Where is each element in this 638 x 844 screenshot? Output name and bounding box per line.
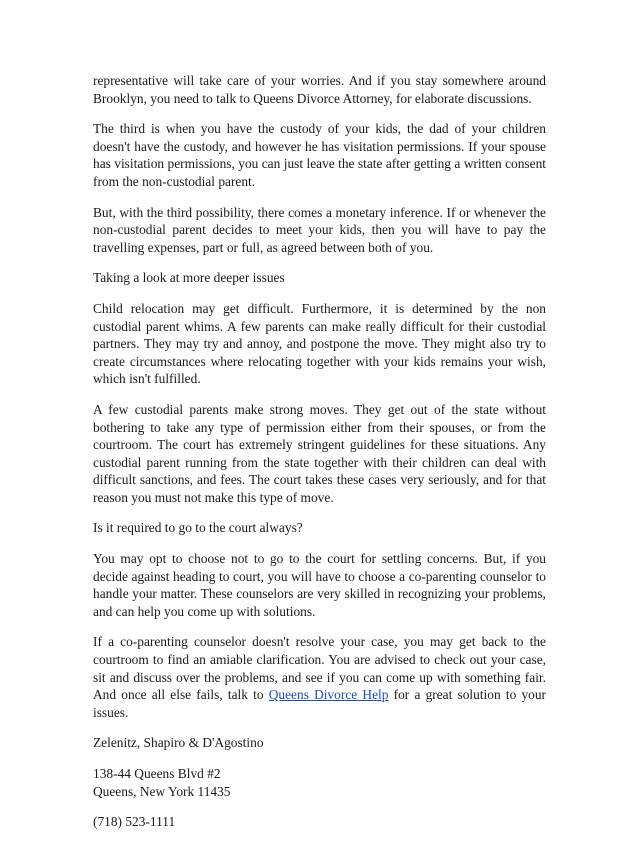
- paragraph-relocation: Child relocation may get difficult. Furthermore, it is determined by the non custodial parent whims. A few parents can make really difficult for their custodial partners. They may try and annoy, and postpone the move. They might also try to create circumstances where relocating together with your kids remains your wish, which isn't fulfilled.: [93, 300, 546, 387]
- paragraph-final: [93, 633, 546, 721]
- section-heading-court: Is it required to go to the court always?: [93, 520, 303, 536]
- phone-number: (718) 523-1111: [93, 814, 176, 830]
- paragraph-intro: representative will take care of your worries. And if you stay somewhere around Brooklyn, you need to talk to Queens Divorce Attorney, for elaborate discussions.: [93, 73, 546, 106]
- final-text-after-link: for a great solution to your issues.: [93, 687, 547, 720]
- firm-name: Zelenitz, Shapiro & D'Agostino: [93, 735, 264, 751]
- queens-divorce-help-link[interactable]: Queens Divorce Help: [268, 687, 389, 703]
- paragraph-strong-moves: A few custodial parents make strong moves. They get out of the state without bothering to take any type of permission either from their spouses, or from the courtroom. The court has extremely stringent guidelines for these situations. Any custodial parent running from the state together with their children can deal with difficult sanctions, and fees. The court takes these cases very seriously, and for that reason you must not make this type of move.: [93, 401, 546, 505]
- address-line-1: 138-44 Queens Blvd #2: [93, 766, 221, 781]
- address-block: [93, 765, 546, 800]
- paragraph-monetary: But, with the third possibility, there comes a monetary inference. If or whenever the non-custodial parent decides to meet your kids, then you will have to pay the travelling expenses, part or full, as agreed between both of you.: [93, 204, 546, 255]
- paragraph-counselor: You may opt to choose not to go to the court for settling concerns. But, if you decide against heading to court, you will have to choose a co-parenting counselor to handle your matter. These counselors are very skilled in recognizing your problems, and can help you come up with solutions.: [93, 551, 546, 619]
- final-text-before-link: If a co-parenting counselor doesn't resolve your case, you may get back to the courtroom to find an amiable clarification. You are advised to check out your case, sit and discuss over the problems, and see if you can come up with something fair. And once all else fails, talk to: [93, 634, 546, 703]
- document-page: [93, 72, 546, 844]
- paragraph-custody: The third is when you have the custody of your kids, the dad of your children doesn't have the custody, and however he has visitation permissions. If your spouse has visitation permissions, you can just leave the state after getting a written consent from the non-custodial parent.: [93, 121, 546, 189]
- section-heading-deeper-issues: Taking a look at more deeper issues: [93, 270, 285, 286]
- address-line-2: Queens, New York 11435: [93, 783, 231, 799]
